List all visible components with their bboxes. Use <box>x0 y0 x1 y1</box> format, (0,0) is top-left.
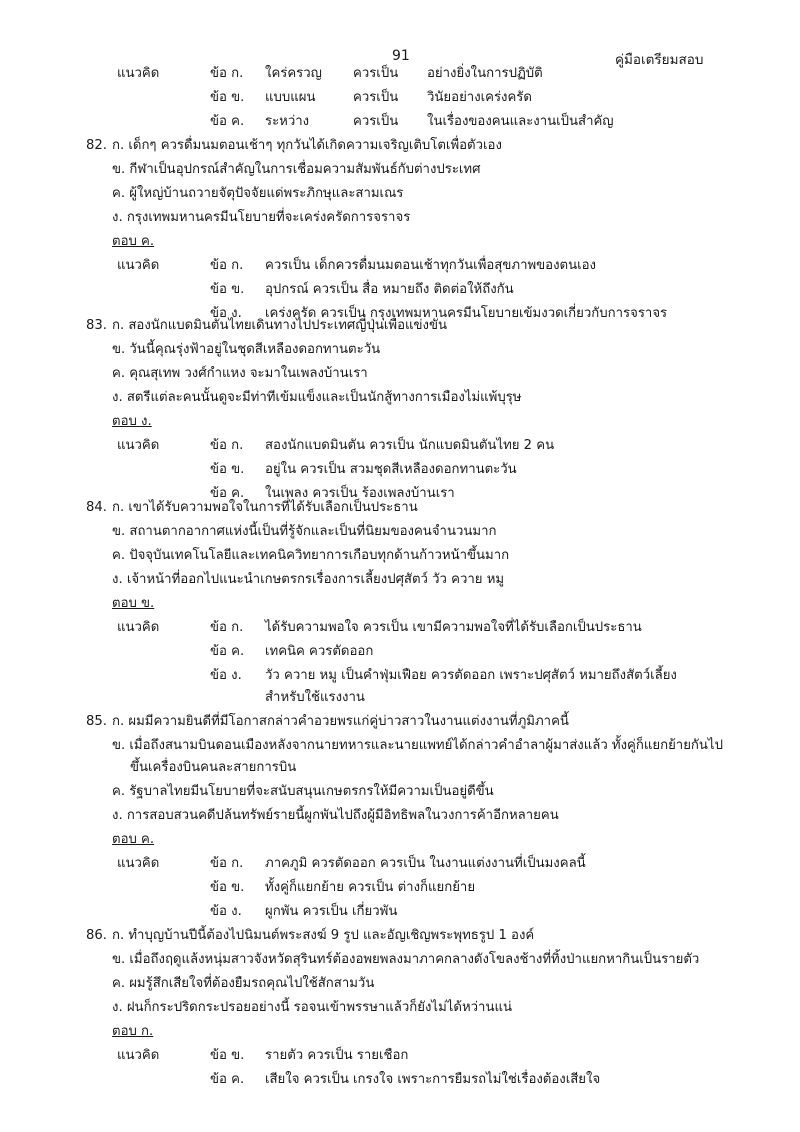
text-line: ควรเป็น <box>353 90 399 105</box>
text-line: ข้อ ค. <box>210 644 245 659</box>
text-line: แบบแผน <box>265 90 316 105</box>
question-number: 86. <box>86 928 107 943</box>
text-line: ภาคภูมิ ควรตัดออก ควรเป็น ในงานแต่งงานที่เป็นมงคลนี้ <box>265 856 586 871</box>
text-line: ก. ทำบุญบ้านปีนี้ต้องไปนิมนต์พระสงฆ์ 9 รูป และอัญเชิญพระพุทธรูป 1 องค์ <box>112 928 535 943</box>
text-line: ข้อ ค. <box>210 1072 245 1087</box>
text-line: ใคร่ครวญ <box>265 66 322 81</box>
question-number: 83. <box>86 318 107 333</box>
text-line: แนวคิด <box>117 856 160 871</box>
text-line: ควรเป็น เด็กควรดื่มนมตอนเช้าทุกวันเพื่อสุขภาพของตนเอง <box>265 258 596 273</box>
text-line: เทคนิค ควรตัดออก <box>265 644 374 659</box>
text-line: ก. ผมมีความยินดีที่มีโอกาสกล่าวคำอวยพรแก่คู่บ่าวสาวในงานแต่งงานที่ภูมิภาคนี้ <box>112 714 569 729</box>
text-line: ง. การสอบสวนคดีปล้นทรัพย์รายนี้ผูกพันไปถึงผู้มีอิทธิพลในวงการค้าอีกหลายคน <box>112 808 559 823</box>
text-line: ก. เด็กๆ ควรดื่มนมตอนเช้าๆ ทุกวันได้เกิดความเจริญเติบโตเพื่อตัวเอง <box>112 138 502 153</box>
text-line: ข้อ ง. <box>210 904 242 919</box>
text-line: ข้อ ง. <box>210 668 242 683</box>
text-line: ข้อ ข. <box>210 880 245 895</box>
text-line: แนวคิด <box>117 258 160 273</box>
text-line: สองนักแบดมินตัน ควรเป็น นักแบดมินตันไทย 2 คน <box>265 438 555 453</box>
answer-label: ตอบ ก. <box>112 1024 154 1039</box>
answer-label: ตอบ ค. <box>112 832 155 847</box>
header-title: คู่มือเตรียมสอบ <box>615 52 704 68</box>
text-line: ผูกพัน ควรเป็น เกี่ยวพัน <box>265 904 398 919</box>
text-line: ข้อ ก. <box>210 620 244 635</box>
question-number: 82. <box>86 138 107 153</box>
text-line: ทั้งคู่ก็แยกย้าย ควรเป็น ต่างก็แยกย้าย <box>265 880 476 895</box>
text-line: ง. เจ้าหน้าที่ออกไปแนะนำเกษตรกรเรื่องการเลี้ยงปศุสัตว์ วัว ควาย หมู <box>112 572 505 587</box>
text-line: วินัยอย่างเคร่งครัด <box>427 90 532 105</box>
text-line: เคร่งครัด ควรเป็น กรุงเทพมหานครมีนโยบายเข้มงวดเกี่ยวกับการจราจร <box>265 306 668 321</box>
text-line: ข้อ ข. <box>210 1048 245 1063</box>
text-line: ในเรื่องของคนและงานเป็นสำคัญ <box>427 114 614 129</box>
text-line: แนวคิด <box>117 620 160 635</box>
text-line: ข้อ ก. <box>210 258 244 273</box>
text-line: ควรเป็น <box>353 114 399 129</box>
text-line: ขึ้นเครื่องบินคนละสายการบิน <box>130 760 297 775</box>
text-line: ข้อ ค. <box>210 486 245 501</box>
text-line: ค. ผู้ใหญ่บ้านถวายจัตุปัจจัยแด่พระภิกษุและสามเณร <box>112 186 404 201</box>
text-line: แนวคิด <box>117 1048 160 1063</box>
text-line: เสียใจ ควรเป็น เกรงใจ เพราะการยืมรถไม่ใช่เรื่องต้องเสียใจ <box>265 1072 601 1087</box>
text-line: ควรเป็น <box>353 66 399 81</box>
text-line: ข้อ ก. <box>210 856 244 871</box>
text-line: อย่างยิ่งในการปฏิบัติ <box>427 66 543 81</box>
question-number: 84. <box>86 500 107 515</box>
text-line: ระหว่าง <box>265 114 310 129</box>
text-line: ข้อ ก. <box>210 438 244 453</box>
text-line: ก. สองนักแบดมินตันไทยเดินทางไปประเทศญี่ปุ่นเพื่อแข่งขัน <box>112 318 448 333</box>
text-line: ข. เมื่อถึงสนามบินดอนเมืองหลังจากนายทหารและนายแพทย์ได้กล่าวคำอำลาผู้มาส่งแล้ว ทั้งคู่ก็แยกย้ายกันไป <box>112 738 723 753</box>
text-line: ก. เขาได้รับความพอใจในการที่ได้รับเลือกเป็นประธาน <box>112 500 418 515</box>
text-line: ข. วันนี้คุณรุ่งฟ้าอยู่ในชุดสีเหลืองดอกทานตะวัน <box>112 342 381 357</box>
text-line: ค. ปัจจุบันเทคโนโลยีและเทคนิควิทยาการเกือบทุกด้านก้าวหน้าขึ้นมาก <box>112 548 510 563</box>
text-line: รายตัว ควรเป็น รายเชือก <box>265 1048 409 1063</box>
text-line: ข้อ ข. <box>210 282 245 297</box>
answer-label: ตอบ ข. <box>112 596 155 611</box>
question-number: 85. <box>86 714 107 729</box>
text-line: แนวคิด <box>117 66 160 81</box>
text-line: ข้อ ก. <box>210 66 244 81</box>
text-line: ข. สถานตากอากาศแห่งนี้เป็นที่รู้จักและเป็นที่นิยมของคนจำนวนมาก <box>112 524 497 539</box>
text-line: สำหรับใช้แรงงาน <box>265 690 365 705</box>
page-number: 91 <box>392 48 410 64</box>
text-line: ในเพลง ควรเป็น ร้องเพลงบ้านเรา <box>265 486 455 501</box>
text-line: ง. กรุงเทพมหานครมีนโยบายที่จะเคร่งครัดการจราจร <box>112 210 411 225</box>
answer-label: ตอบ ค. <box>112 234 155 249</box>
text-line: ข. กีฬาเป็นอุปกรณ์สำคัญในการเชื่อมความสัมพันธ์กับต่างประเทศ <box>112 162 481 177</box>
text-line: วัว ควาย หมู เป็นคำฟุ่มเฟือย ควรตัดออก เพราะปศุสัตว์ หมายถึงสัตว์เลี้ยง <box>265 668 677 683</box>
text-line: ได้รับความพอใจ ควรเป็น เขามีความพอใจที่ได้รับเลือกเป็นประธาน <box>265 620 642 635</box>
text-line: ข้อ ข. <box>210 462 245 477</box>
text-line: ค. ผมรู้สึกเสียใจที่ต้องยืมรถคุณไปใช้สักสามวัน <box>112 976 375 991</box>
text-line: ค. คุณสุเทพ วงศ์กำแหง จะมาในเพลงบ้านเรา <box>112 366 368 381</box>
text-line: ง. ฝนก็กระปริดกระปรอยอย่างนี้ รอจนเข้าพรรษาแล้วก็ยังไม่ได้หว่านแน่ <box>112 1000 512 1015</box>
text-line: ข. เมื่อถึงฤดูแล้งหนุ่มสาวจังหวัดสุรินทร์ต้องอพยพลงมาภาคกลางดังโขลงช้างที่ทิ้งป่าแยกหากินเป็นรายตัว <box>112 952 700 967</box>
text-line: ค. รัฐบาลไทยมีนโยบายที่จะสนับสนุนเกษตรกรให้มีความเป็นอยู่ดีขึ้น <box>112 784 494 799</box>
answer-label: ตอบ ง. <box>112 414 152 429</box>
text-line: อุปกรณ์ ควรเป็น สื่อ หมายถึง ติดต่อให้ถึงกัน <box>265 282 514 297</box>
text-line: ง. สตรีแต่ละคนนั้นดูจะมีท่าทีเข้มแข็งและเป็นนักสู้ทางการเมืองไม่แพ้บุรุษ <box>112 390 522 405</box>
text-line: ข้อ ข. <box>210 90 245 105</box>
text-line: ข้อ ง. <box>210 306 242 321</box>
text-line: แนวคิด <box>117 438 160 453</box>
text-line: ข้อ ค. <box>210 114 245 129</box>
text-line: อยู่ใน ควรเป็น สวมชุดสีเหลืองดอกทานตะวัน <box>265 462 517 477</box>
